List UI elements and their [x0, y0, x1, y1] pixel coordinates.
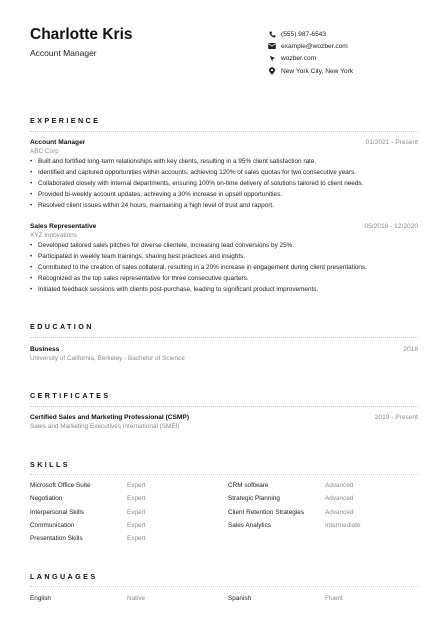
- languages-heading: LANGUAGES: [30, 572, 98, 581]
- education-heading: EDUCATION: [30, 322, 94, 331]
- skill-level: Expert: [127, 482, 146, 489]
- list-item: • Developed tailored sales pitches for diverse clientele, increasing lead conversions by 25%.: [30, 240, 420, 251]
- language-level: Native: [127, 595, 146, 602]
- skill-name: Microsoft Office Suite: [30, 482, 91, 489]
- contact-block: [268, 28, 353, 77]
- contact-email[interactable]: [268, 40, 353, 52]
- contact-website-text[interactable]: wozber.com: [281, 55, 317, 63]
- location-pin-icon: [268, 67, 276, 75]
- list-item: • Recognized as the top sales representative for three consecutive quarters.: [30, 273, 420, 284]
- list-item: • Identified and captured opportunities within accounts, achieving 120% of sales quotas for two consecutive years.: [30, 167, 420, 178]
- certificate-dates: 2019 - Present: [374, 414, 418, 421]
- list-item: • Initiated feedback sessions with clients post-purchase, leading to significant product improvements.: [30, 284, 420, 295]
- skill-level: Advanced: [325, 495, 354, 502]
- education-degree: Business: [30, 346, 60, 353]
- job-dates: 05/2018 - 12/2020: [364, 223, 418, 230]
- list-item: • Provided bi-weekly account updates, achieving a 30% increase in upsell opportunities.: [30, 189, 420, 200]
- list-item: • Built and fortified long-term relationships with key clients, resulting in a 95% client satisfaction rate.: [30, 156, 420, 167]
- list-item: • Participated in weekly team trainings, sharing best practices and insights.: [30, 251, 420, 262]
- list-item: • Collaborated closely with internal departments, ensuring 100% on-time delivery of solutions tailored to client needs.: [30, 178, 420, 189]
- contact-phone-text: (555) 987-6543: [281, 30, 327, 38]
- language-name: Spanish: [228, 595, 252, 602]
- contact-location-text: New York City, New York: [281, 67, 354, 75]
- skill-name: Interpersonal Skills: [30, 509, 84, 516]
- skill-level: Expert: [127, 509, 146, 516]
- certificates-divider: [30, 406, 418, 407]
- skill-name: Communication: [30, 522, 75, 529]
- skill-name: Sales Analytics: [228, 522, 271, 529]
- job-company: ABC Corp: [30, 148, 59, 155]
- skill-name: Client Retention Strategies: [228, 509, 305, 516]
- language-level: Fluent: [325, 595, 343, 602]
- skill-level: Advanced: [325, 482, 354, 489]
- certificates-heading: CERTIFICATES: [30, 391, 111, 400]
- job-bullets: [30, 240, 420, 295]
- job-title: Sales Representative: [30, 223, 97, 230]
- languages-divider: [30, 586, 418, 587]
- envelope-icon: [268, 42, 276, 50]
- skill-name: CRM software: [228, 482, 269, 489]
- skill-level: Advanced: [325, 509, 354, 516]
- skill-name: Presentation Skills: [30, 535, 83, 542]
- education-divider: [30, 337, 418, 338]
- job-bullets: [30, 156, 420, 211]
- language-name: English: [30, 595, 51, 602]
- skills-divider: [30, 474, 418, 475]
- contact-email-text[interactable]: example@wozber.com: [281, 42, 348, 50]
- job-dates: 01/2021 - Present: [365, 139, 418, 146]
- candidate-role: Account Manager: [30, 48, 97, 58]
- education-year: 2018: [403, 346, 418, 353]
- experience-heading: EXPERIENCE: [30, 116, 101, 125]
- skill-name: Strategic Planning: [228, 495, 280, 502]
- phone-icon: [268, 30, 276, 38]
- education-school: University of California, Berkeley - Bachelor of Science: [30, 355, 185, 362]
- experience-divider: [30, 131, 418, 132]
- contact-website[interactable]: [268, 53, 353, 65]
- skill-name: Negotiation: [30, 495, 63, 502]
- certificate-name: Certified Sales and Marketing Professional (CSMP): [30, 414, 190, 421]
- skill-level: Intermediate: [325, 522, 361, 529]
- contact-location: [268, 65, 353, 77]
- link-icon: [268, 55, 276, 63]
- skill-level: Expert: [127, 495, 146, 502]
- job-title: Account Manager: [30, 139, 86, 146]
- skill-level: Expert: [127, 522, 146, 529]
- list-item: • Resolved client issues within 24 hours, maintaining a high level of trust and rapport.: [30, 200, 420, 211]
- job-company: XYZ Innovations: [30, 232, 77, 239]
- skills-heading: SKILLS: [30, 460, 70, 469]
- list-item: • Contributed to the creation of sales collateral, resulting in a 20% increase in engagement during client presentations.: [30, 262, 420, 273]
- skill-level: Expert: [127, 535, 146, 542]
- certificate-issuer: Sales and Marketing Executives International (SMEI): [30, 423, 180, 430]
- candidate-name: Charlotte Kris: [30, 26, 133, 43]
- contact-phone: [268, 28, 353, 40]
